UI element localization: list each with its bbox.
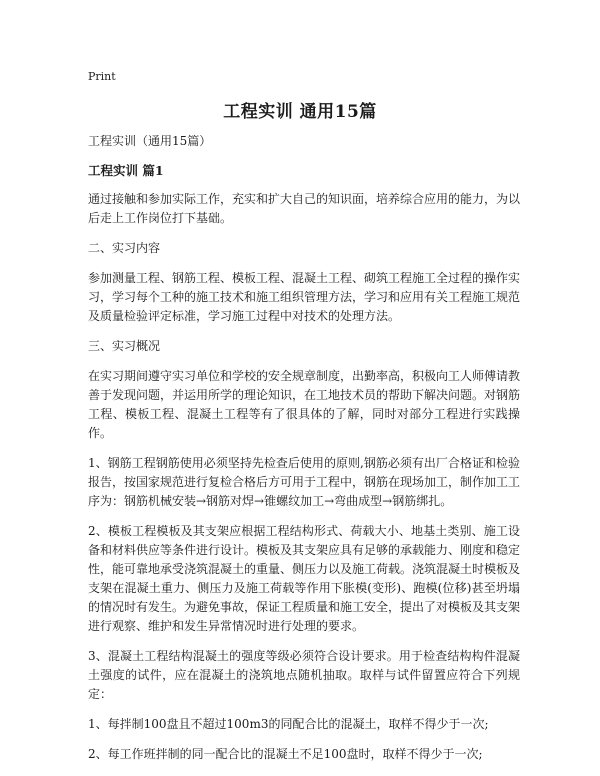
document-body bbox=[88, 132, 520, 775]
list-item: 2、每工作班拌制的同一配合比的混凝土不足100盘时，取样不得少于一次; bbox=[88, 747, 483, 761]
section-label: 二、实习内容 bbox=[88, 241, 161, 255]
paragraph: 2、模板工程模板及其支架应根据工程结构形式、荷载大小、地基土类别、施工设备和材料供应等条件进行设计。模板及其支架应具有足够的承载能力、刚度和稳定性，能可靠地承受浇筑混凝土的重量、侧压力以及施工荷载。浇筑混凝土时模板及支架在混凝土重力、侧压力及施工荷载等作用下胀模(变形)、跑模(位移)甚至坍塌的情况时有发生。为避免事故，保证工程质量和施工安全，提出了对模板及其支架进行观察、维护和发生异常情况时进行处理的要求。 bbox=[88, 524, 521, 633]
list-item: 1、每拌制100盘且不超过100m3的同配合比的混凝土，取样不得少于一次; bbox=[88, 717, 489, 731]
paragraph: 通过接触和参加实际工作，充实和扩大自己的知识面，培养综合应用的能力，为以后走上工作岗位打下基础。 bbox=[88, 192, 521, 225]
print-link[interactable]: Print bbox=[88, 70, 116, 83]
paragraph: 在实习期间遵守实习单位和学校的安全规章制度，出勤率高，积极向工人师傅请教善于发现问题，并运用所学的理论知识，在工地技术员的帮助下解决问题。对钢筋工程、模板工程、混凝土工程等有了很具体的了解，同时对部分工程进行实践操作。 bbox=[88, 369, 521, 440]
paragraph: 1、钢筋工程钢筋使用必须坚持先检查后使用的原则,钢筋必须有出厂合格证和检验报告，按国家规范进行复检合格后方可用于工程中，钢筋在现场加工，制作加工工序为：钢筋机械安装→钢筋对焊→锥螺纹加工→弯曲成型→钢筋绑扎。 bbox=[88, 456, 521, 508]
paragraph: 3、混凝土工程结构混凝土的强度等级必须符合设计要求。用于检查结构构件混凝土强度的试件，应在混凝土的浇筑地点随机抽取。取样与试件留置应符合下列规定： bbox=[88, 649, 520, 701]
paragraph: 参加测量工程、钢筋工程、模板工程、混凝土工程、砌筑工程施工全过程的操作实习，学习每个工种的施工技术和施工组织管理方法，学习和应用有关工程施工规范及质量检验评定标准，学习施工过程中对技术的处理方法。 bbox=[88, 271, 521, 323]
section-heading: 工程实训 篇1 bbox=[88, 163, 164, 178]
section-label: 三、实习概况 bbox=[88, 339, 161, 353]
document-subtitle: 工程实训（通用15篇） bbox=[88, 134, 212, 148]
page-title: 工程实训 通用15篇 bbox=[223, 102, 377, 122]
